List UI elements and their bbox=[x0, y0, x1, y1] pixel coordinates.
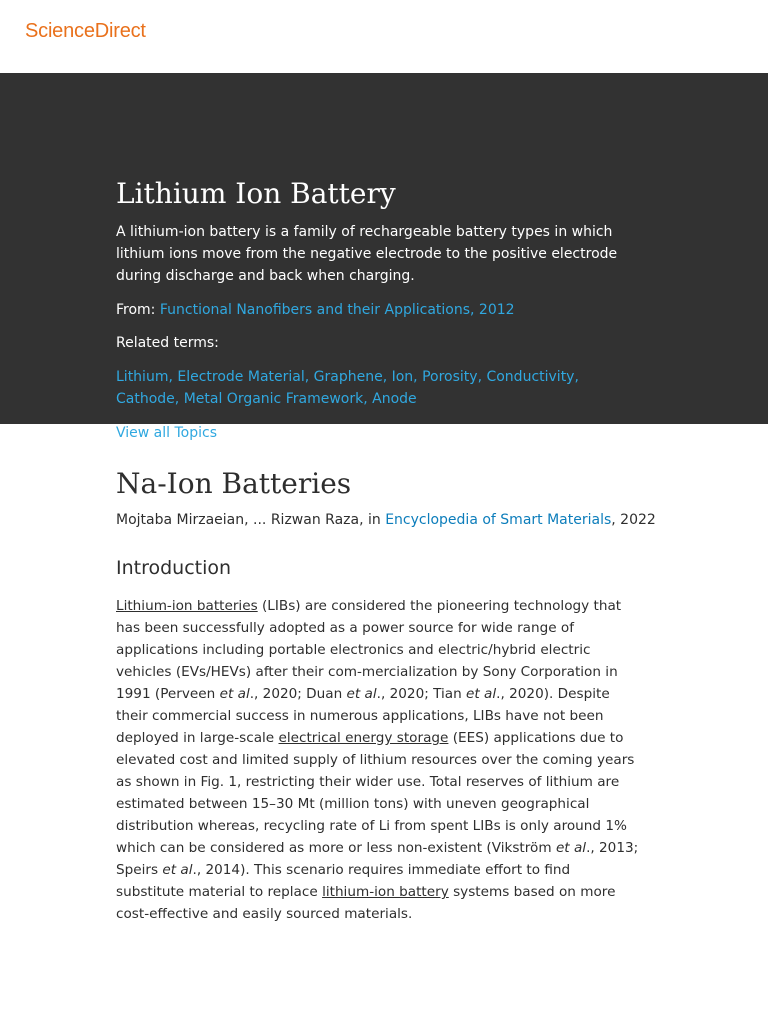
related-terms-label: Related terms: bbox=[116, 335, 219, 351]
related-term-metal-organic-framework[interactable]: Metal Organic Framework bbox=[183, 391, 364, 407]
body-text: (EES) applications due to elevated cost and limited supply of lithium resources over the coming years as shown in Fig. 1, restricting their wider use. Total reserves of lithium are estimated between 15–30 Mt (million tons) with uneven geographical distribution whereas, recycling rate of Li from spent LIBs is only around 1% which can be considered as more or less non-existent (Vikström bbox=[116, 730, 635, 856]
related-term-ion[interactable]: Ion bbox=[391, 369, 414, 385]
related-terms-list: Lithium, Electrode Material, Graphene, Ion, Porosity, Conductivity, Cathode, Metal Organic Framework, Anode bbox=[116, 369, 579, 407]
sciencedirect-logo[interactable]: ScienceDirect bbox=[25, 20, 146, 42]
topic-description: A lithium-ion battery is a family of rechargeable battery types in which lithium ions move from the negative electrode to the positive electrode during discharge and back when charging. bbox=[116, 224, 618, 284]
related-term-graphene[interactable]: Graphene bbox=[313, 369, 383, 385]
link-lithium-ion-batteries[interactable]: Lithium-ion batteries bbox=[116, 598, 258, 614]
et-al: et al bbox=[162, 862, 193, 878]
article-source-link[interactable]: Encyclopedia of Smart Materials bbox=[385, 512, 612, 528]
topic-title: Lithium Ion Battery bbox=[116, 177, 396, 210]
et-al: et al bbox=[346, 686, 377, 702]
related-term-cathode[interactable]: Cathode bbox=[116, 391, 175, 407]
body-text: ., 2020; Tian bbox=[376, 686, 467, 702]
topic-banner bbox=[0, 73, 768, 441]
et-al: et al bbox=[219, 686, 250, 702]
from-source-link[interactable]: Functional Nanofibers and their Applications, 2012 bbox=[159, 302, 515, 318]
et-al: et al bbox=[555, 840, 587, 856]
link-lithium-ion-battery[interactable]: lithium-ion battery bbox=[322, 884, 449, 900]
related-term-conductivity[interactable]: Conductivity bbox=[486, 369, 575, 385]
section-heading: Introduction bbox=[116, 557, 232, 579]
article-byline bbox=[116, 509, 656, 531]
related-term-electrode-material[interactable]: Electrode Material bbox=[177, 369, 305, 385]
et-al: et al bbox=[466, 686, 497, 702]
article-authors: Mojtaba Mirzaeian, ... Rizwan Raza, in bbox=[116, 512, 386, 528]
from-label: From: bbox=[116, 302, 160, 318]
article-title[interactable]: Na-Ion Batteries bbox=[116, 467, 352, 500]
body-text: ., 2013; Speirs bbox=[116, 840, 639, 878]
body-text: ., 2020). Despite their commercial success in numerous applications, LIBs have not been deployed in large-scale bbox=[116, 686, 610, 746]
topic-from bbox=[116, 299, 515, 321]
related-term-anode[interactable]: Anode bbox=[372, 391, 417, 407]
related-term-porosity[interactable]: Porosity bbox=[422, 369, 478, 385]
link-electrical-energy-storage[interactable]: electrical energy storage bbox=[278, 730, 449, 746]
view-all-topics-link[interactable]: View all Topics bbox=[116, 425, 217, 441]
body-text: ., 2014). This scenario requires immediate effort to find substitute material to replace bbox=[116, 862, 571, 900]
top-bar bbox=[0, 0, 768, 73]
article-paragraph bbox=[116, 595, 640, 925]
article-year: , 2022 bbox=[611, 512, 656, 528]
body-text: systems based on more cost-effective and easily sourced materials. bbox=[116, 884, 616, 922]
body-text: ., 2020; Duan bbox=[249, 686, 347, 702]
body-text: (LIBs) are considered the pioneering technology that has been successfully adopted as a power source for wide range of applications including portable electronics and electric/hybrid electric vehicles (EVs/HEVs) after their com-mercialization by Sony Corporation in 1991 (Perveen bbox=[116, 598, 622, 702]
related-term-lithium[interactable]: Lithium bbox=[116, 369, 169, 385]
